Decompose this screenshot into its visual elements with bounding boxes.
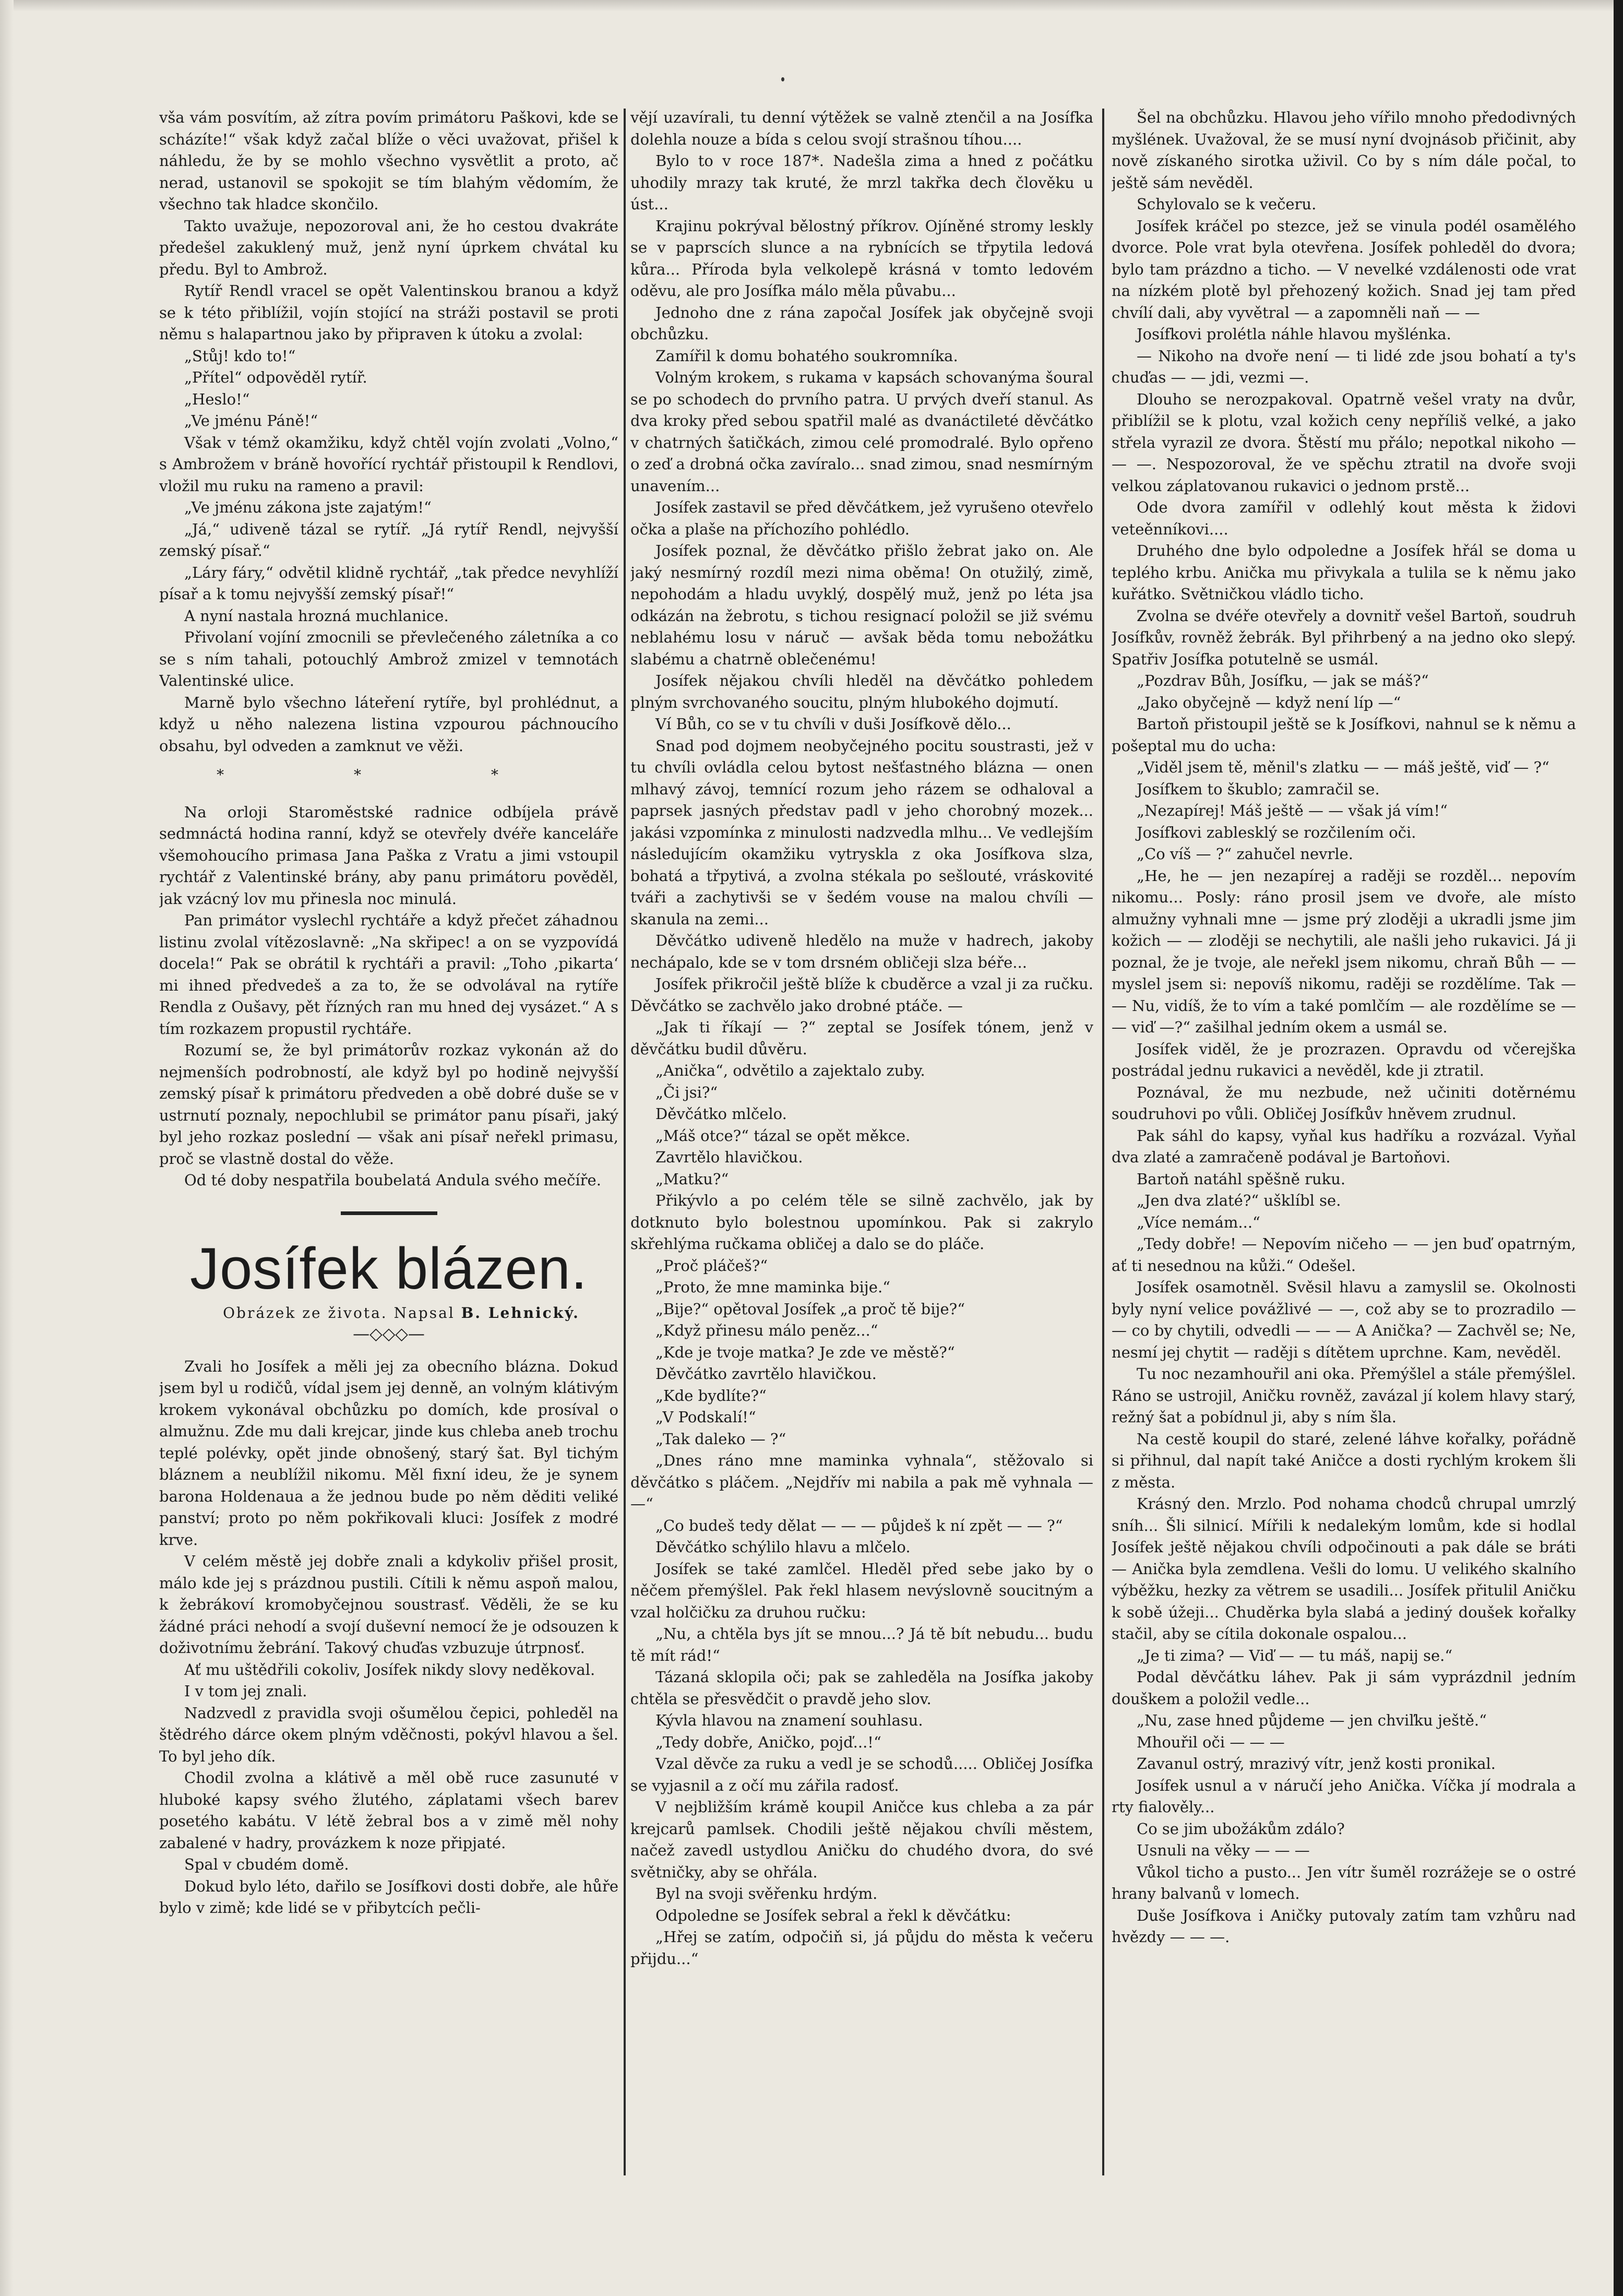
paragraph: Ví Bůh, co se v tu chvíli v duši Josífkově dělo... (655, 715, 1011, 733)
paragraph: vša vám posvítím, až zítra povím primátoru Paškovi, kde se scházíte!“ však když začal blíže o věci uvažovat, přišel k náhledu, že by se mohlo všechno vysvětlit a proto, ač nerad, ustanovil se spokojit se tím blahým vědomím, že všechno tak hladce skončilo. (159, 109, 618, 213)
title-ornament: —◇◇◇— (353, 1323, 425, 1343)
paragraph: Na orloji Staroměstské radnice odbíjela právě sedmnáctá hodina ranní, když se otevřely dvéře kanceláře všemohoucího primasa Jana Paška z Vratu a jimi vstoupil rychtář z Valentinské brány, aby panu primátoru pověděl, jak vzácný lov mu přinesla noc minulá. (159, 803, 618, 908)
dialogue-line: „Jako obyčejně — když není líp —“ (1137, 693, 1401, 711)
paragraph: Zvali ho Josífek a měli jej za obecního blázna. Dokud jsem byl u rodičů, vídal jsem jej denně, an volným klátivým krokem vykonával obchůzku po domích, kde prosíval o almužnu. Zde mu dali krejcar, jinde kus chleba aneb trochu teplé polévky, opět jinde obnošený, starý šat. Byl tichým bláznem a neublížil nikomu. Měl fixní ideu, že je synem barona Holdenaua a že jednou bude po něm děditi veliké panství; proto po něm pokřikovali kluci: Josífek z modré krve. (159, 1357, 618, 1549)
paragraph: Marně bylo všechno láteření rytíře, byl prohlédnut, a když u něho nalezena listina vzpourou páchnoucího obsahu, byl odveden a zamknut ve věži. (159, 693, 618, 755)
paragraph: Josífek osamotněl. Svěsil hlavu a zamyslil se. Okolnosti byly nyní velice povážlivé — —, což aby se to prozradilo — — co by chytili, odvedli — — — A Anička? — Zachvěl se; Ne, nesmí jej chytit — raději s dítětem uprchne. Kam, nevěděl. (1112, 1278, 1576, 1361)
paragraph: Přivolaní vojíní zmocnili se převlečeného záletníka a co se s ním tahali, potouchlý Ambrož zmizel v temnotách Valentinské ulice. (159, 628, 618, 689)
paragraph: Pak sáhl do kapsy, vyňal kus hadříku a rozvázal. Vyňal dva zlaté a zamračeně podával je Bartoňovi. (1112, 1126, 1576, 1166)
paragraph: — Nikoho na dvoře není — ti lidé zde jsou bohatí a ty's chuďas — — jdi, vezmi —. (1112, 347, 1576, 386)
dialogue-line: „Pozdrav Bůh, Josífku, — jak se máš?“ (1137, 672, 1429, 689)
paragraph: Zvolna se dvéře otevřely a dovnitř vešel Bartoň, soudruh Josífkův, rovněž žebrák. Byl přihrbený a na jedno oko slepý. Spatřiv Josífka potutelně se usmál. (1112, 606, 1576, 668)
paragraph: Poznával, že mu nezbude, než učiniti dotěrnému soudruhovi po vůli. Obličej Josífkův hněvem zrudnul. (1112, 1083, 1576, 1123)
dialogue-line: „Když přinesu málo peněz...“ (655, 1322, 878, 1339)
paragraph: V nejbližším krámě koupil Aničce kus chleba a za pár krejcarů pamlsek. Chodili ještě nějakou chvíli městem, načež zavedl ustydlou Aničku do chudého dvora, do své světničky, aby se ohřála. (630, 1798, 1093, 1881)
paragraph: Děvčátko schýlilo hlavu a mlčelo. (655, 1538, 911, 1556)
paragraph: Josífek nějakou chvíli hleděl na děvčátko pohledem plným svrchovaného soucitu, plným hlubokého dojmutí. (630, 672, 1093, 711)
paragraph: Druhého dne bylo odpoledne a Josífek hřál se doma u teplého krbu. Anička mu přivykala a tulila se k němu jako kuřátko. Světničkou vládlo ticho. (1112, 542, 1576, 603)
dialogue-line: „Ve jménu zákona jste zajatým!“ (184, 498, 432, 516)
paragraph: Chodil zvolna a klátivě a měl obě ruce zasunuté v hluboké kapsy svého žlutého, záplatami všech barev posetého kabátu. V létě žebral bos a v zimě měl nohy zabalené v hadry, provázkem k noze připjaté. (159, 1769, 618, 1852)
paragraph: Josífkovi zablesklý se rozčilením oči. (1137, 823, 1416, 841)
dialogue-line: „Máš otce?“ tázal se opět měkce. (655, 1126, 911, 1145)
paragraph: Duše Josífkova i Aničky putovaly zatím tam vzhůru nad hvězdy — — —. (1112, 1906, 1576, 1946)
paragraph: Rytíř Rendl vracel se opět Valentinskou branou a když se k této přiblížil, vojín stojící na stráži postavil se proti němu s halapartnou jako by připraven k útoku a zvolal: (159, 282, 618, 343)
dialogue-line: „Matku?“ (655, 1170, 729, 1188)
dialogue-line: „Viděl jsem tě, měnil's zlatku — — máš ještě, viď — ?“ (1137, 758, 1549, 776)
paragraph: Schylovalo se k večeru. (1137, 195, 1317, 213)
dialogue-line: „Co víš — ?“ zahučel nevrle. (1137, 845, 1354, 863)
dialogue-line: „Nu, zase hned půjdeme — jen chviľku ještě.“ (1137, 1711, 1487, 1729)
paragraph: Krajinu pokrýval bělostný příkrov. Ojíněné stromy leskly se v paprscích slunce a na rybnících se třpytila ledová kůra... Příroda byla velkolepě krásná v tomto ledovém oděvu, ale pro Josífka málo měla půvabu... (630, 217, 1093, 300)
paragraph: Zavanul ostrý, mrazivý vítr, jenž kosti pronikal. (1137, 1755, 1496, 1772)
paragraph: Děvčátko zavrtělo hlavičkou. (655, 1365, 877, 1383)
paragraph: Kývla hlavou na znamení souhlasu. (655, 1711, 923, 1729)
dialogue-line: „Stůj! kdo to!“ (184, 347, 296, 365)
paragraph: Josífkem to škublo; zamračil se. (1137, 780, 1380, 798)
paragraph: Josífek usnul a v náručí jeho Anička. Víčka jí modrala a rty fialověly... (1112, 1776, 1576, 1816)
paragraph: V celém městě jej dobře znali a kdykoliv přišel prosit, málo kde jej s prázdnou pustili. Cítili k němu aspoň malou, k žebrákoví kromobyčejnou soustrasť. Věděli, že se ku žádné práci nehodí a svojí duševní nemocí že je odsouzen k doživotnímu žebrání. Takový chuďas vzbuzuje útrpnosť. (159, 1552, 618, 1657)
paragraph: Volným krokem, s rukama v kapsách schovanýma šoural se po schodech do prvního patra. U prvých dveří stanul. As dva kroky před sebou spatřil malé as dvanáctileté děvčátko v chatrných šatičkách, zimou celé promodralé. Bylo opřeno o zeď a drobná očka zavíralo... snad zimou, snad nesmírným unavením... (630, 368, 1093, 495)
dialogue-line: „Bije?“ opětoval Josífek „a proč tě bije?“ (655, 1300, 965, 1318)
serial-story-epilogue (159, 802, 618, 1192)
paragraph: Na cestě koupil do staré, zelené láhve kořalky, pořádně si přihnul, dal napít také Aničce a dosti rychlým krokem šli z města. (1112, 1430, 1576, 1491)
page-top-edge (0, 0, 1623, 11)
paragraph: Josífek kráčel po stezce, jež se vinula podél osamělého dvorce. Pole vrat byla otevřena. Josífek pohleděl do dvora; bylo tam prázdno a ticho. — V nevelké vzdálenosti ode vrat na nízkém plotě byl přehozený kožich. Snad jej tam před chvílí dali, aby vyvětral — a zapomněli naň — — (1112, 217, 1576, 322)
column-rule-1 (624, 109, 626, 2175)
paragraph: Bartoň přistoupil ještě se k Josífkovi, nahnul se k němu a pošeptal mu do ucha: (1112, 715, 1576, 755)
dialogue-line: „Anička“, odvětilo a zajektalo zuby. (655, 1062, 925, 1079)
story-body-part-1 (159, 1356, 618, 1919)
dialogue-line: „Já,“ udiveně tázal se rytíř. „Já rytíř Rendl, nejvyšší zemský písař.“ (159, 520, 618, 560)
paragraph: I v tom jej znali. (184, 1682, 307, 1700)
page-left-edge (0, 0, 14, 2296)
column-2 (630, 107, 1093, 2289)
column-1 (159, 107, 618, 2289)
dialogue-line: „He, he — jen nezapírej a raději se rozděl... nepovím nikomu... Posly: ráno prosil jsem ve dvoře, ale místo almužny vyhnali mne — jsme prý zloději a ukradli jsme jim kožich — — zloději se nechytili, ale našli jeho rukavici. Já ji poznal, že je tvoje, ale neřekl jsem nikomu, chraň Bůh — — myslel jsem si: nepovíš nikomu, raději se rozdělíme. Tak — — Nu, vidíš, že to vím a také pomlčím — ale rozdělíme se — — viď —?“ zašilhal jedním okem a usmál se. (1112, 866, 1576, 1036)
paragraph: Mhouřil oči — — — (1137, 1733, 1285, 1751)
paragraph: Dokud bylo léto, dařilo se Josífkovi dosti dobře, ale hůře bylo v zimě; kde lidé se v přibytcích pečli- (159, 1877, 618, 1917)
paragraph: Děvčátko mlčelo. (655, 1105, 787, 1123)
dialogue-line: „Láry fáry,“ odvětil klidně rychtář, „tak předce nevyhlíží písař a k tomu nejvyšší zemský písař!“ (159, 563, 618, 603)
paragraph: Usnuli na věky — — — (1137, 1841, 1310, 1859)
paragraph: Zamířil k domu bohatého soukromníka. (655, 347, 958, 365)
dialogue-line: „Kde bydlíte?“ (655, 1386, 767, 1405)
paragraph: Ať mu uštědřili cokoliv, Josífek nikdy slovy neděkoval. (184, 1660, 595, 1679)
story-title: Josífek blázen. (189, 1235, 588, 1301)
paragraph: Josífek se také zamlčel. Hleděl před sebe jako by o něčem přemýšlel. Pak řekl hlasem nevýslovně soucitným a vzal holčičku za druhou ručku: (630, 1560, 1093, 1621)
column-3 (1112, 107, 1576, 2289)
dialogue-line: „Tedy dobře, Aničko, pojď...!“ (655, 1733, 881, 1751)
paragraph: Odpoledne se Josífek sebral a řekl k děvčátku: (655, 1906, 1011, 1924)
paragraph: Ode dvora zamířil v odlehlý kout města k židovi veteěnníkovi.... (1112, 498, 1576, 538)
paragraph: Vůkol ticho a pusto... Jen vítr šuměl rozrážeje se o ostré hrany balvanů v lomech. (1112, 1863, 1576, 1902)
paragraph: A nyní nastala hrozná muchlanice. (184, 606, 449, 625)
dialogue-line: „Kde je tvoje matka? Je zde ve městě?“ (655, 1343, 955, 1361)
dialogue-line: „Nezapírej! Máš ještě — — však já vím!“ (1137, 802, 1448, 819)
paragraph: Spal v cbudém domě. (184, 1855, 349, 1873)
story-author: B. Lehnický. (461, 1304, 580, 1322)
paragraph: Jednoho dne z rána započal Josífek jak obyčejně svoji obchůzku. (630, 303, 1093, 343)
dialogue-line: „Proč pláčeš?“ (655, 1256, 768, 1275)
paragraph: Josífek poznal, že děvčátko přišlo žebrat jako on. Ale jaký nesmírný rozdíl mezi nima oběma! On otužilý, zimě, nepohodám a hladu uvyklý, dospělý muž, jenž po léta jsa odkázán na žebrotu, s tichou resignací položil se již svému neblahému losu v náruč — avšak běda tomu nebožátku slabému a chatrně oblečenému! (630, 542, 1093, 668)
dialogue-line: „Tak daleko — ?“ (655, 1430, 786, 1448)
story-subtitle: Obrázek ze života. (223, 1304, 388, 1322)
paragraph: Rozumí se, že byl primátorův rozkaz vykonán až do nejmenších podrobností, ale když byl po hodině nejvyšší zemský písař k primátoru předveden a obě dobré duše se v ustrnutí poznaly, nepochlubil se primátor panu písaři, jaký byl jeho rozkaz poslední — však ani písař neřekl primasu, proč se vlastně dostal do věže. (159, 1041, 618, 1168)
paragraph: Krásný den. Mrzlo. Pod nohama chodců chrupal umrzlý sníh... Šli silnicí. Mířili k nedalekým lomům, kde si hodlal Josífek ještě nějakou chvíli odpočinouti a pak dále se bráti — Anička byla zemdlena. Vešli do lomu. U velikého skalního výběžku, hezky za větrem se usadili... Josífek přitulil Aničku k sobě úžeji... Chuděrka byla slabá a jediný doušek kořalky stačil, aby se cítila dokonale ospalou... (1112, 1495, 1576, 1643)
paragraph: Bartoň natáhl spěšně ruku. (1137, 1170, 1346, 1188)
paragraph: Nadzvedl z pravidla svoji ošumělou čepici, pohleděl na štědrého dárce okem plným vděčnosti, pokývl hlavou a šel. To byl jeho dík. (159, 1704, 618, 1765)
paragraph: Co se jim ubožákům zdálo? (1137, 1819, 1345, 1838)
paragraph: Byl na svoji svěřenku hrdým. (655, 1885, 878, 1902)
dialogue-line: „Co budeš tedy dělat — — — půjdeš k ní zpět — — ?“ (655, 1516, 1063, 1534)
dialogue-line: „Heslo!“ (184, 390, 250, 408)
paragraph: Snad pod dojmem neobyčejného pocitu soustrasti, jež v tu chvíli ovládla celou bytost nešťastného blázna — onen mlhavý závoj, temnící rozum jeho rázem se odhaloval a paprsek jasných představ padl v jeho chorobný mozek... jakási vzpomínka z minulosti nadzvedla mlhu... Ve vedlejším následujícím okamžiku vytryskla z oka Josífkova slza, bohatá a třpytivá, a zvolna stékala po sešlouté, vráskovité tváři a zachytivši se v šedém vouse na malou chvíli — skanula na zemi... (630, 736, 1093, 928)
paragraph: Josífek zastavil se před děvčátkem, jež vyrušeno otevřelo očka a plaše na příchozího pohlédlo. (630, 498, 1093, 538)
paragraph: Tázaná sklopila oči; pak se zahleděla na Josífka jakoby chtěla se přesvědčit o pravdě jeho slov. (630, 1668, 1093, 1708)
dialogue-line: „Jen dva zlaté?“ ušklíbl se. (1137, 1192, 1341, 1209)
serial-story-ending (159, 107, 618, 757)
dialogue-line: „Přítel“ odpověděl rytíř. (184, 368, 367, 386)
dialogue-line: „Nu, a chtěla bys jít se mnou...? Já tě bít nebudu... budu tě mít rád!“ (630, 1625, 1093, 1664)
paragraph: Takto uvažuje, nepozoroval ani, že ho cestou dvakráte předešel zakuklený muž, jenž nyní úprkem chvátal ku předu. Byl to Ambrož. (159, 217, 618, 278)
paragraph: vějí uzavírali, tu denní výtěžek se valně ztenčil a na Josífka dolehla nouze a bída s celou svojí strašnou tíhou.... (630, 109, 1093, 148)
paragraph: Od té doby nespatřila boubelatá Andula svého mečíře. (184, 1171, 601, 1189)
paragraph: Zavrtělo hlavičkou. (655, 1148, 803, 1166)
dialogue-line: „Ve jménu Páně!“ (184, 412, 318, 430)
dialogue-line: „Či jsi?“ (655, 1083, 718, 1101)
paragraph: Josífkovi prolétla náhle hlavou myšlénka. (1137, 325, 1451, 343)
paragraph: Však v témž okamžiku, když chtěl vojín zvolati „Volno,“ s Ambrožem v bráně hovořící rychtář přistoupil k Rendlovi, vložil mu ruku na rameno a pravil: (159, 433, 618, 495)
section-stars-divider: * * * (217, 766, 561, 783)
paragraph: Josífek viděl, že je prozrazen. Opravdu od včerejška postrádal jednu rukavici a nevěděl, kde ji ztratil. (1112, 1040, 1576, 1079)
dialogue-line: „Proto, že mne maminka bije.“ (655, 1278, 890, 1296)
dialogue-line: „Je ti zima? — Viď — — tu máš, napij se.“ (1137, 1646, 1453, 1664)
paragraph: Děvčátko udiveně hledělo na muže v hadrech, jakoby nechápalo, kde se v tom drsném obličeji slza béře... (630, 932, 1093, 971)
story-byline (159, 1303, 618, 1324)
dialogue-line: „Jak ti říkají — ?“ zeptal se Josífek tónem, jenž v děvčátku budil důvěru. (630, 1018, 1093, 1058)
print-speck (781, 77, 784, 81)
paragraph: Přikývlo a po celém těle se silně zachvělo, jak by dotknuto bylo bolestnou upomínkou. Pak si zakrylo skřehlýma ručkama obličej a dalo se do pláče. (630, 1192, 1093, 1253)
paragraph: Bylo to v roce 187*. Nadešla zima a hned z počátku uhodily mrazy tak kruté, že mrzl takřka dech člověku u úst... (630, 152, 1093, 213)
paragraph: Tu noc nezamhouřil ani oka. Přemýšlel a stále přemýšlel. Ráno se ustrojil, Aničku rovněž, zavázal jí kolem hlavy starý, režný šat a pobídnul ji, aby s ním šla. (1112, 1365, 1576, 1426)
dialogue-line: „Hřej se zatím, odpočiň si, já půjdu do města k večeru přijdu...“ (630, 1928, 1093, 1968)
paragraph: Josífek přikročil ještě blíže k cbuděrce a vzal ji za ručku. Děvčátko se zachvělo jako drobné ptáče. — (630, 975, 1093, 1015)
dialogue-line: „Více nemám...“ (1137, 1213, 1260, 1231)
column-rule-2 (1102, 109, 1104, 2175)
dialogue-line: „Dnes ráno mne maminka vyhnala“, stěžovalo si děvčátko s pláčem. „Nejdřív mi nabila a pak mě vyhnala — —“ (630, 1452, 1093, 1513)
paragraph: Pan primátor vyslechl rychtáře a když přečet záhadnou listinu zvolal vítězoslavně: „Na skřipec! a on se vyzpovídá docela!“ Pak se obrátil k rychtáři a pravil: „Toho ‚pikarta‘ mi ihned předvedeš a za to, že se odvolával na rytíře Rendla z Oušavy, pět řízných ran mu hned dej vysázet.“ A s tím rozkazem propustil rychtáře. (159, 911, 618, 1038)
paragraph: Šel na obchůzku. Hlavou jeho vířilo mnoho předodivných myšlének. Uvažoval, že se musí nyní dvojnásob přičinit, aby nově získaného sirotka uživil. Co by s ním dále počal, to ještě sám nevěděl. (1112, 109, 1576, 192)
dialogue-line: „Tedy dobře! — Nepovím ničeho — — jen buď opatrným, ať ti nesednou na kůži.“ Odešel. (1112, 1235, 1576, 1275)
story-separator-rule (341, 1211, 437, 1215)
paragraph: Podal děvčátku láhev. Pak ji sám vyprázdnil jedním douškem a položil vedle... (1112, 1668, 1576, 1708)
dialogue-line: „V Podskalí!“ (655, 1408, 756, 1426)
paragraph: Dlouho se nerozpakoval. Opatrně vešel vraty na dvůr, přiblížil se k plotu, vzal kožich ceny nepříliš velké, a jako střela vyrazil ze dvora. Štěstí mu přálo; nepotkal nikoho — — —. Nespozoroval, že ve spěchu ztratil na dvoře svoji velkou záplatovanou rukavici o jednom prstě... (1112, 390, 1576, 495)
page-right-edge (1614, 0, 1623, 2296)
paragraph: Vzal děvče za ruku a vedl je se schodů..... Obličej Josífka se vyjasnil a z očí mu zářila radosť. (630, 1755, 1093, 1794)
byline-prefix: Napsal (393, 1304, 455, 1322)
